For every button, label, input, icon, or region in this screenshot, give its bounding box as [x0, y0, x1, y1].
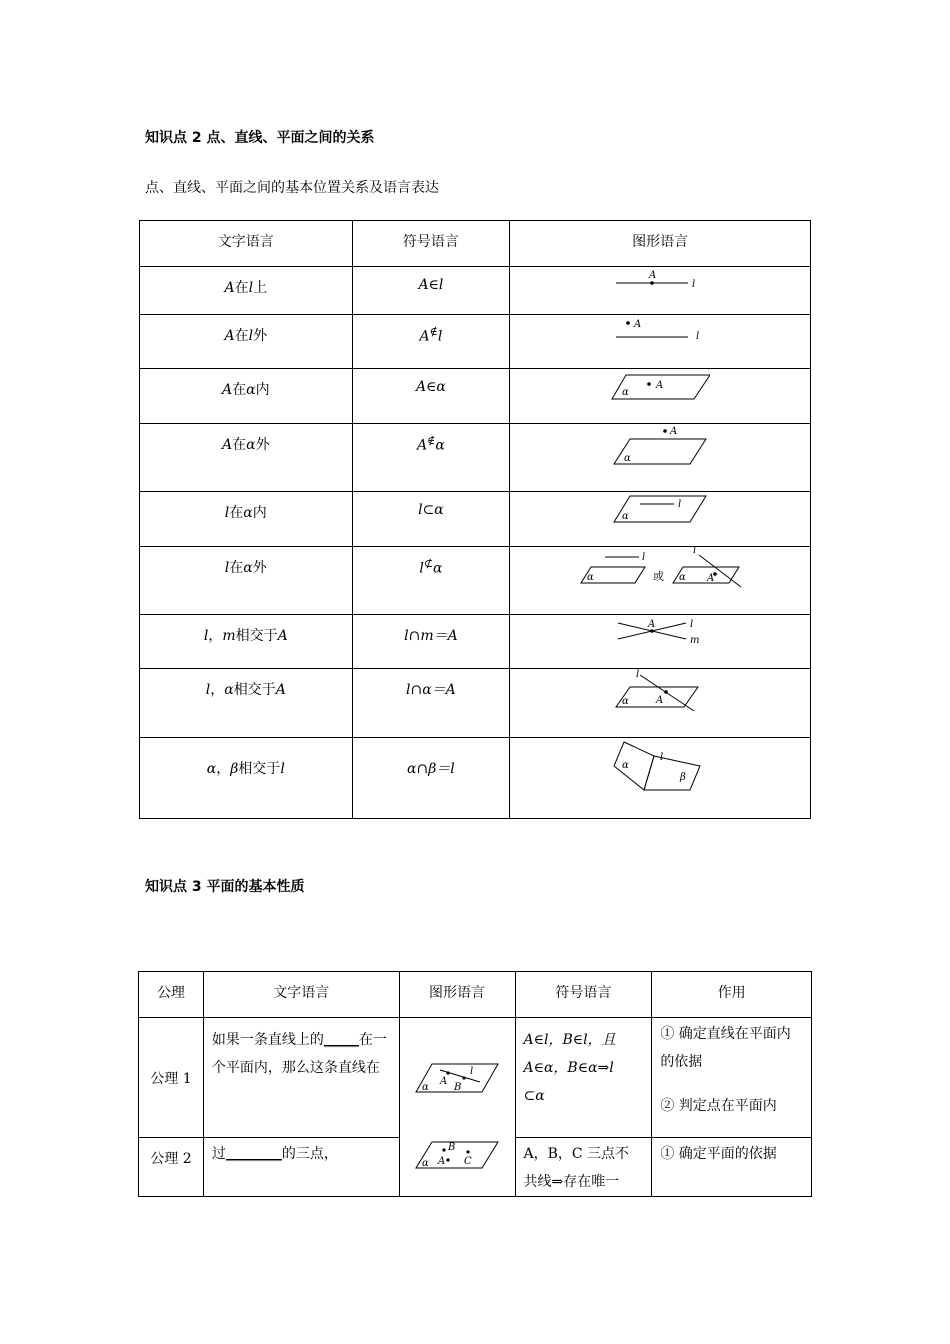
use-cell: ① 确定直线在平面内的依据 ② 判定点在平面内: [652, 1018, 812, 1138]
relations-table: [139, 220, 811, 819]
text-cell: l在α外: [140, 547, 353, 615]
symbol-cell: l⊄α: [352, 547, 510, 615]
symbol-cell: l∩α＝A: [352, 669, 510, 738]
svg-text:A: A: [634, 319, 642, 330]
table-row: [140, 615, 811, 669]
figure-cell: [510, 547, 811, 615]
text-cell: α，β相交于l: [140, 738, 353, 819]
line-outside-plane-figure: [575, 547, 745, 593]
section3-title: 知识点 3 平面的基本性质: [145, 879, 305, 895]
table-header-row: [140, 221, 811, 267]
symbol-cell: A∉l: [352, 315, 510, 369]
svg-text:α: α: [679, 572, 686, 583]
table-header-row: [139, 972, 812, 1018]
point-in-plane-figure: [610, 369, 710, 403]
svg-text:A: A: [670, 426, 678, 437]
svg-text:A: A: [656, 695, 664, 706]
text-cell: A在l上: [140, 267, 353, 315]
svg-text:α: α: [622, 696, 629, 707]
axiom-text: 如果一条直线上的_____在一个平面内，那么这条直线在: [203, 1018, 399, 1138]
svg-text:α: α: [422, 1081, 429, 1093]
header-figure-lang: 图形语言: [510, 221, 811, 267]
text-cell: A在α外: [140, 424, 353, 492]
section2-subtitle: 点、直线、平面之间的基本位置关系及语言表达: [145, 180, 439, 196]
symbol-cell: A∈l: [352, 267, 510, 315]
axiom-name: 公理 1: [139, 1018, 204, 1138]
header-text-lang: 文字语言: [203, 972, 399, 1018]
lines-intersect-figure: [610, 615, 710, 649]
line-intersects-plane-figure: [610, 669, 710, 715]
table-row: [140, 738, 811, 819]
symbol-cell: α∩β＝l: [352, 738, 510, 819]
header-symbol-lang: 符号语言: [515, 972, 652, 1018]
svg-text:l: l: [678, 499, 682, 510]
svg-text:l: l: [696, 331, 700, 342]
svg-text:A: A: [707, 573, 715, 584]
text-cell: A在l外: [140, 315, 353, 369]
text-cell: l在α内: [140, 492, 353, 547]
svg-text:l: l: [642, 552, 646, 563]
header-use: 作用: [652, 972, 812, 1018]
table-row: [140, 369, 811, 424]
svg-text:m: m: [690, 635, 700, 646]
figure-cell: [399, 1018, 515, 1138]
svg-text:C: C: [464, 1155, 472, 1167]
figure-cell: [510, 669, 811, 738]
header-axiom: 公理: [139, 972, 204, 1018]
table-row: [140, 424, 811, 492]
svg-text:α: α: [622, 760, 629, 771]
table-row: [140, 669, 811, 738]
header-symbol-lang: 符号语言: [352, 221, 510, 267]
table-row: [140, 492, 811, 547]
svg-text:β: β: [680, 772, 686, 783]
header-text-lang: 文字语言: [140, 221, 353, 267]
symbol-cell: A∉α: [352, 424, 510, 492]
point-off-line-figure: [610, 315, 710, 349]
svg-text:α: α: [622, 387, 629, 398]
line-in-plane-figure: [610, 492, 710, 528]
svg-text:l: l: [692, 279, 696, 290]
text-cell: A在α内: [140, 369, 353, 424]
table-row: [140, 547, 811, 615]
figure-cell: [510, 615, 811, 669]
point-outside-plane-figure: [610, 424, 710, 470]
svg-text:l: l: [693, 547, 697, 556]
table-row: [140, 315, 811, 369]
symbol-cell: A∈l，B∈l，且 A∈α，B∈α⇒l ⊂α: [515, 1018, 652, 1138]
svg-text:α: α: [587, 572, 594, 583]
figure-cell: [510, 267, 811, 315]
svg-text:B: B: [454, 1081, 462, 1093]
text-cell: l，m相交于A: [140, 615, 353, 669]
figure-cell: [510, 369, 811, 424]
svg-text:B: B: [448, 1141, 456, 1153]
axiom1-figure: [412, 1058, 502, 1098]
header-figure-lang: 图形语言: [399, 972, 515, 1018]
section2-title: 知识点 2 点、直线、平面之间的关系: [145, 130, 375, 146]
svg-text:A: A: [440, 1075, 448, 1087]
figure-cell: [399, 1138, 515, 1197]
axioms-table: [138, 971, 812, 1197]
axiom2-figure: [412, 1138, 502, 1172]
symbol-cell: l∩m＝A: [352, 615, 510, 669]
figure-cell: [510, 424, 811, 492]
svg-text:l: l: [636, 669, 640, 680]
svg-text:A: A: [656, 380, 664, 391]
symbol-cell: l⊂α: [352, 492, 510, 547]
symbol-cell: A，B，C 三点不 共线⇒存在唯一: [515, 1138, 652, 1197]
svg-text:α: α: [622, 511, 629, 522]
figure-cell: [510, 738, 811, 819]
svg-text:A: A: [438, 1155, 446, 1167]
svg-text:A: A: [648, 619, 656, 630]
axiom-text: 过________的三点，: [203, 1138, 399, 1197]
svg-text:或: 或: [653, 570, 665, 583]
use-cell: ① 确定平面的依据: [652, 1138, 812, 1197]
svg-text:A: A: [649, 270, 657, 281]
svg-text:l: l: [660, 752, 664, 763]
svg-text:l: l: [470, 1065, 474, 1077]
text-cell: l，α相交于A: [140, 669, 353, 738]
point-on-line-figure: [610, 267, 710, 297]
table-row: [140, 267, 811, 315]
svg-text:l: l: [690, 619, 694, 630]
table-row: [139, 1018, 812, 1138]
planes-intersect-figure: [610, 738, 710, 794]
svg-text:α: α: [422, 1157, 429, 1169]
axiom-name: 公理 2: [139, 1138, 204, 1197]
figure-cell: [510, 492, 811, 547]
figure-cell: [510, 315, 811, 369]
svg-text:α: α: [624, 453, 631, 464]
symbol-cell: A∈α: [352, 369, 510, 424]
table-row: [139, 1138, 812, 1197]
